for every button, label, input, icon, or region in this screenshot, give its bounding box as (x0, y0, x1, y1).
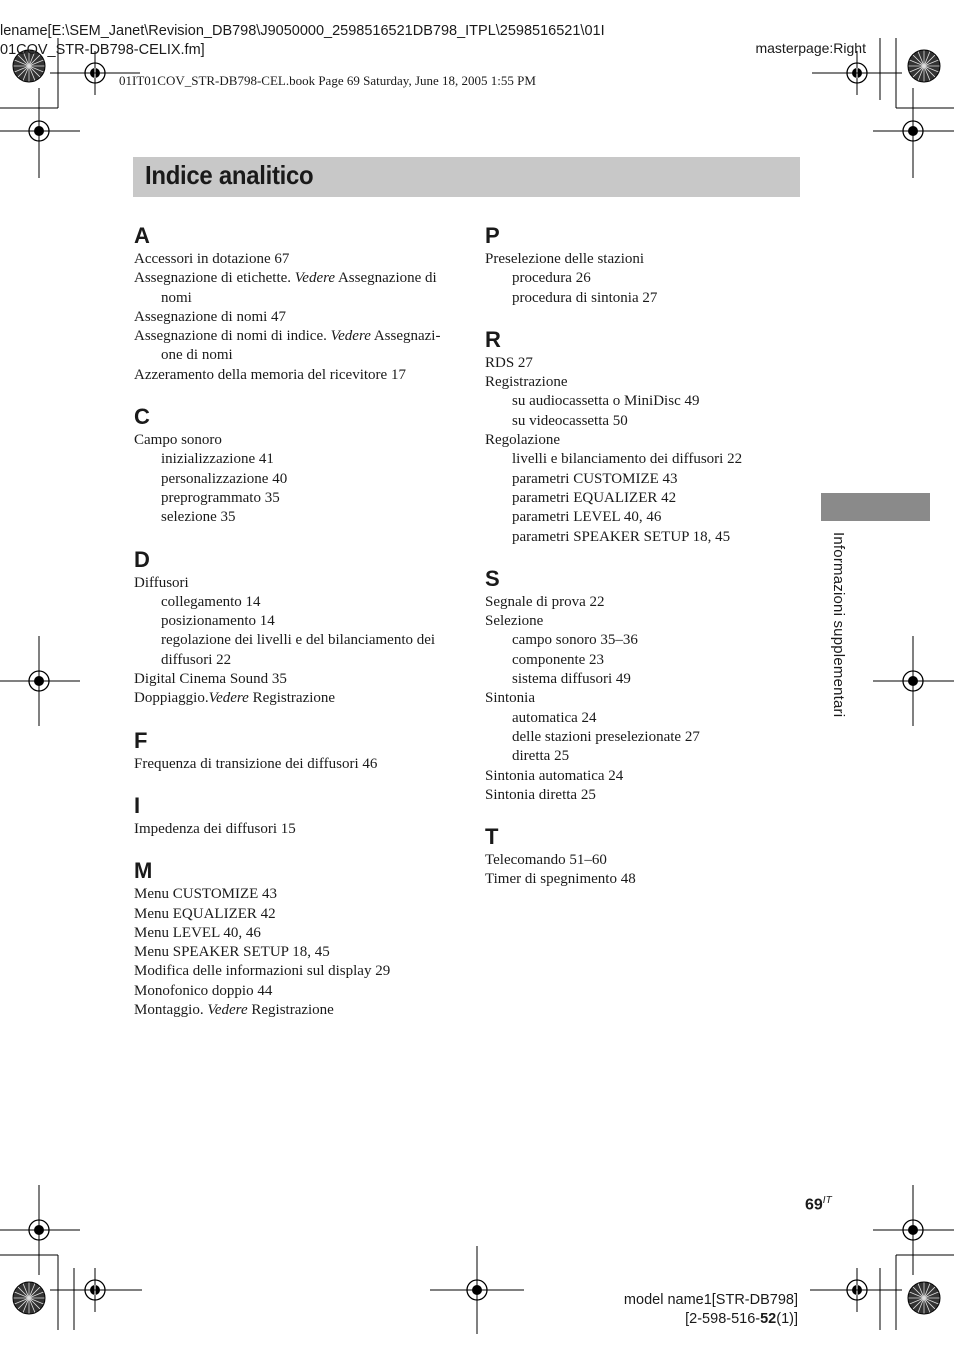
index-section-d (134, 547, 454, 709)
index-entry: Menu CUSTOMIZE 43 (134, 886, 278, 903)
section-letter: D (134, 546, 150, 572)
index-subentry: parametri LEVEL 40, 46 (512, 509, 662, 526)
index-subentry: parametri EQUALIZER 42 (512, 489, 677, 506)
index-entry: Sintonia (485, 690, 536, 707)
index-column-right (485, 223, 805, 909)
index-subentry: parametri SPEAKER SETUP 18, 45 (512, 528, 731, 545)
footer-code-prefix: [2-598-516- (685, 1311, 761, 1327)
index-entry: Monofonico doppio 44 (134, 982, 273, 999)
index-subentry: livelli e bilanciamento dei diffusori 22 (512, 451, 743, 468)
index-section-s (485, 566, 805, 805)
filename-header (0, 22, 605, 60)
section-tab-marker (821, 493, 930, 521)
index-entry: Frequenza di transizione dei diffusori 46 (134, 755, 378, 772)
index-entry: Menu SPEAKER SETUP 18, 45 (134, 944, 330, 961)
section-letter: R (485, 326, 501, 352)
filename-line-2: 01COV_STR-DB798-CELIX.fm] (0, 42, 205, 58)
see-reference: Vedere (330, 328, 371, 345)
index-subentry: componente 23 (512, 651, 605, 668)
index-entry (134, 327, 454, 366)
index-subentry: inizializzazione 41 (161, 451, 274, 468)
section-letter: I (134, 792, 141, 818)
entry-text: Assegnazione di nomi di indice. (134, 328, 331, 345)
index-subentry: su videocassetta 50 (512, 412, 628, 429)
index-subentry: automatica 24 (512, 709, 597, 726)
index-entry: Telecomando 51–60 (485, 852, 607, 869)
see-reference: Vedere (208, 690, 249, 707)
index-section-i (134, 793, 454, 839)
index-entry: Registrazione (485, 374, 568, 391)
index-entry: Diffusori (134, 574, 189, 591)
entry-target: Assegnazione di nomi (161, 270, 437, 306)
index-subentry: diretta 25 (512, 748, 570, 765)
section-letter: C (134, 404, 150, 430)
index-section-f (134, 728, 454, 774)
section-letter: P (485, 223, 500, 248)
index-entry: Regolazione (485, 432, 560, 449)
index-entry: Sintonia diretta 25 (485, 786, 596, 803)
footer-model: model name1[STR-DB798] (623, 1292, 798, 1308)
index-entry (134, 689, 454, 708)
index-subentry: delle stazioni preselezionate 27 (512, 728, 700, 745)
index-entry: Sintonia automatica 24 (485, 767, 624, 784)
index-entry: Segnale di prova 22 (485, 593, 605, 610)
section-letter: F (134, 727, 148, 753)
entry-target: Registrazione (247, 1002, 334, 1019)
index-entry: Campo sonoro (134, 432, 222, 449)
see-reference: Vedere (207, 1002, 248, 1019)
index-section-c (134, 404, 454, 527)
index-entry: Timer di spegnimento 48 (485, 871, 636, 888)
index-subentry: procedura di sintonia 27 (512, 289, 658, 306)
index-subentry: campo sonoro 35–36 (512, 632, 638, 649)
section-letter: S (485, 565, 500, 591)
index-subentry: sistema diffusori 49 (512, 671, 631, 688)
section-letter: T (485, 824, 499, 850)
index-section-m (134, 858, 454, 1020)
footer-code (624, 1310, 798, 1329)
index-entry: Selezione (485, 613, 544, 630)
index-entry (134, 269, 454, 308)
page-number (805, 1195, 832, 1214)
index-subentry: regolazione dei livelli e del bilanciamento dei diffusori 22 (161, 632, 436, 668)
entry-text: Assegnazione di etichette. (134, 270, 295, 287)
index-subentry: su audiocassetta o MiniDisc 49 (512, 393, 700, 410)
section-letter: M (134, 858, 153, 884)
index-section-p (485, 223, 805, 308)
index-subentry: selezione 35 (161, 509, 236, 526)
page-number-suffix: IT (822, 1195, 832, 1206)
index-entry: Preselezione delle stazioni (485, 251, 645, 267)
index-entry: Accessori in dotazione 67 (134, 251, 290, 267)
index-entry (134, 1001, 454, 1020)
entry-text: Montaggio. (134, 1002, 208, 1019)
index-section-a (134, 223, 454, 385)
index-entry: Azzeramento della memoria del ricevitore 17 (134, 366, 406, 383)
section-tab-label: Informazioni supplementari (830, 532, 847, 718)
index-entry: Modifica delle informazioni sul display 29 (134, 963, 391, 980)
index-column-left (134, 223, 454, 1039)
index-entry: Impedenza dei diffusori 15 (134, 820, 296, 837)
index-section-t (485, 824, 805, 890)
index-subentry: procedura 26 (512, 270, 591, 287)
footer-code-bold: 52 (760, 1311, 777, 1327)
index-entry: Digital Cinema Sound 35 (134, 671, 287, 688)
book-info-line: 01IT01COV_STR-DB798-CEL.book Page 69 Saturday, June 18, 2005 1:55 PM (119, 73, 536, 88)
index-entry: Menu LEVEL 40, 46 (134, 924, 261, 941)
index-subentry: posizionamento 14 (161, 613, 275, 630)
index-subentry: collegamento 14 (161, 593, 261, 610)
page-title: Indice analitico (145, 160, 314, 190)
title-bar (133, 157, 800, 197)
entry-target: Registrazione (248, 690, 336, 707)
footer-code-suffix: (1)] (776, 1311, 798, 1327)
index-section-r (485, 327, 805, 547)
entry-target: Assegnazi-one di nomi (161, 328, 441, 364)
page-number-value: 69 (805, 1196, 823, 1214)
index-entry: Assegnazione di nomi 47 (134, 308, 287, 325)
index-entry: RDS 27 (485, 354, 533, 371)
filename-line-1: lename[E:\SEM_Janet\Revision_DB798\J9050000_2598516521DB798_ITPL\2598516521\01I (0, 23, 605, 39)
entry-text: Doppiaggio. (134, 690, 209, 707)
index-subentry: personalizzazione 40 (161, 470, 288, 487)
section-letter: A (134, 223, 150, 248)
index-entry: Menu EQUALIZER 42 (134, 905, 276, 922)
masterpage-label: masterpage:Right (755, 40, 866, 56)
see-reference: Vedere (294, 270, 336, 287)
footer (624, 1291, 798, 1329)
index-subentry: preprogrammato 35 (161, 489, 280, 506)
index-subentry: parametri CUSTOMIZE 43 (512, 470, 678, 487)
